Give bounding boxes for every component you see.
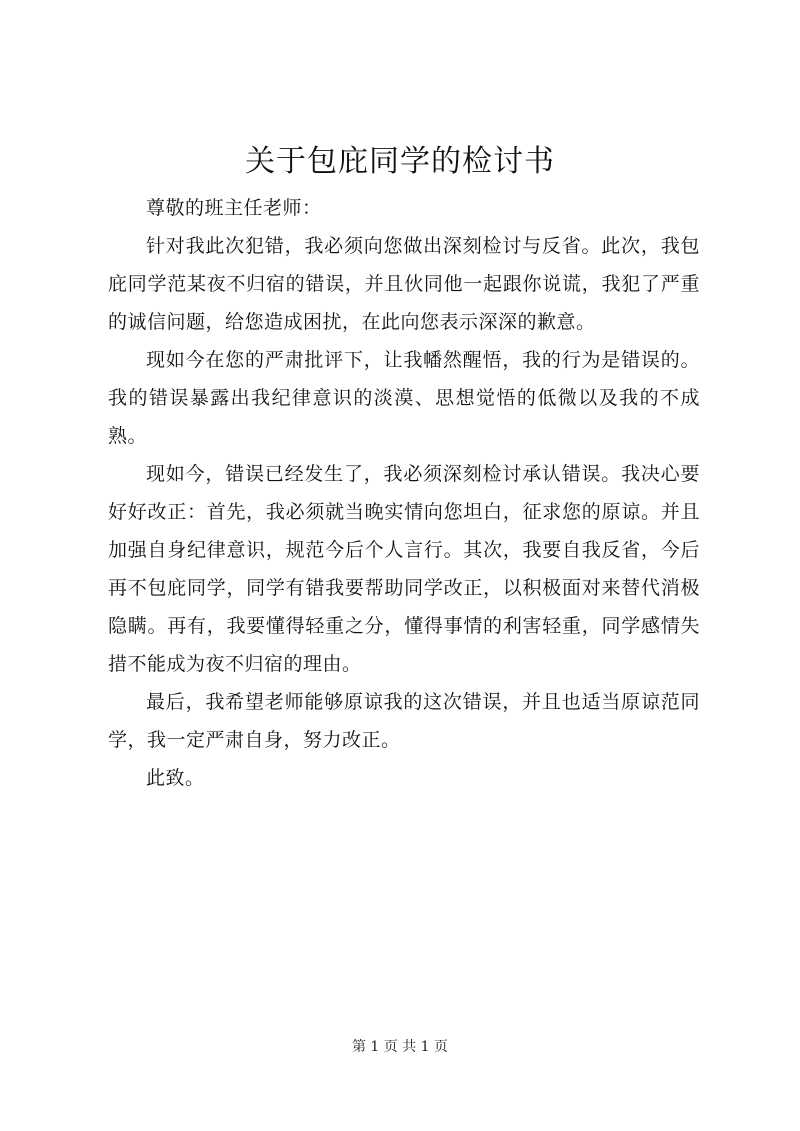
- paragraph-4: 最后，我希望老师能够原谅我的这次错误，并且也适当原谅范同学，我一定严肃自身，努力改正。: [108, 691, 700, 751]
- closing: 此致。: [146, 767, 205, 789]
- salutation: 尊敬的班主任老师：: [146, 197, 322, 219]
- page-footer: 第 1 页 共 1 页: [351, 1039, 449, 1055]
- paragraph-3: 现如今，错误已经发生了，我必须深刻检讨承认错误。我决心要好好改正：首先，我必须就当晚实情向您坦白，征求您的原谅。并且加强自身纪律意识，规范今后个人言行。其次，我要自我反省，今后再不包庇同学，同学有错我要帮助同学改正，以积极面对来替代消极隐瞒。再有，我要懂得轻重之分，懂得事情的利害轻重，同学感情失措不能成为夜不归宿的理由。: [108, 463, 700, 675]
- document-body: [108, 189, 700, 797]
- paragraph-2: 现如今在您的严肃批评下，让我幡然醒悟，我的行为是错误的。我的错误暴露出我纪律意识的淡漠、思想觉悟的低微以及我的不成熟。: [108, 349, 700, 447]
- document-title: 关于包庇同学的检讨书: [245, 144, 555, 179]
- paragraph-1: 针对我此次犯错，我必须向您做出深刻检讨与反省。此次，我包庇同学范某夜不归宿的错误，并且伙同他一起跟你说谎，我犯了严重的诚信问题，给您造成困扰，在此向您表示深深的歉意。: [108, 235, 700, 333]
